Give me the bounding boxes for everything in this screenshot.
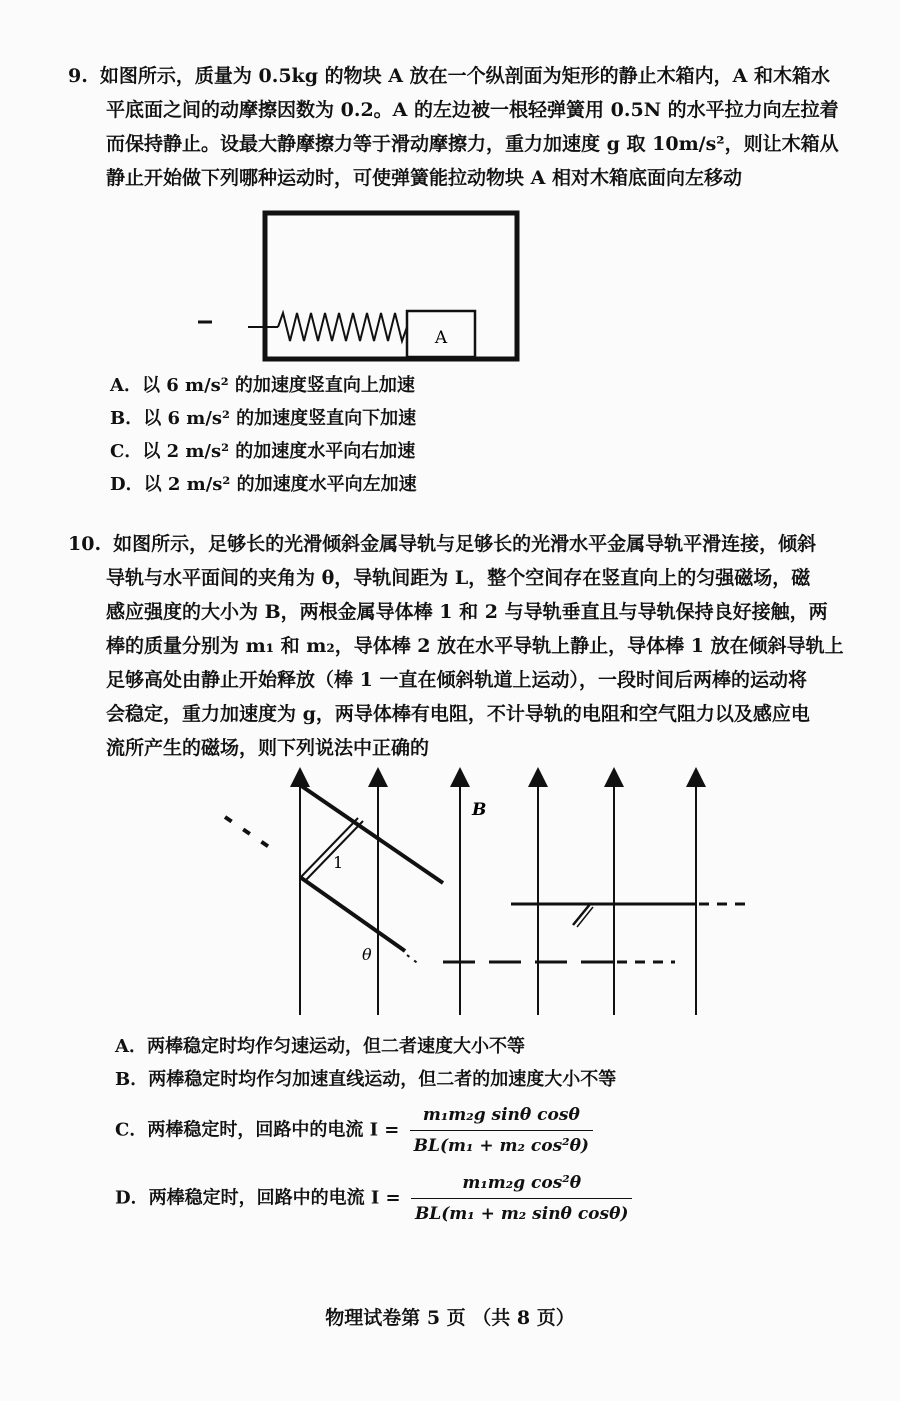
q9-option-c: C．以 2 m/s² 的加速度水平向右加速 [110,441,416,462]
angle-label: θ [362,945,372,964]
q9-stem-1: 如图所示，质量为 0.5kg 的物块 A 放在一个纵剖面为矩形的静止木箱内，A 和木箱水 [99,65,830,87]
rod-1 [300,818,358,878]
page-footer: 物理试卷第 5 页 （共 8 页） [325,1307,575,1329]
spring [278,313,407,341]
q10-stem-1: 如图所示，足够长的光滑倾斜金属导轨与足够长的光滑水平金属导轨平滑连接，倾斜 [113,533,817,555]
field-label: B [472,800,487,820]
incline-rail-lower [300,877,405,951]
q10-option-a: A．两棒稳定时均作匀速运动，但二者速度大小不等 [115,1036,525,1057]
q9-option-a: A．以 6 m/s² 的加速度竖直向上加速 [110,375,415,396]
q9-stem-4: 静止开始做下列哪种运动时，可使弹簧能拉动物块 A 相对木箱底面向左移动 [106,167,742,189]
q10-option-c-numerator: m₁m₂g sinθ cosθ [410,1102,593,1131]
q9-line-1 [68,63,830,89]
q10-stem-2: 导轨与水平面间的夹角为 θ，导轨间距为 L，整个空间存在竖直向上的匀强磁场，磁 [106,567,811,589]
q10-stem-7: 流所产生的磁场，则下列说法中正确的 [106,737,430,759]
q9-stem-3: 而保持静止。设最大静摩擦力等于滑动摩擦力，重力加速度 g 取 10m/s²，则让木箱从 [106,133,839,155]
q10-stem-4: 棒的质量分别为 m₁ 和 m₂，导体棒 2 放在水平导轨上静止，导体棒 1 放在倾斜导轨上 [106,635,844,657]
q10-figure [215,765,765,1025]
block-a-label: A [434,328,448,348]
incline-rail-dash [225,817,275,851]
q9-stem-2: 平底面之间的动摩擦因数为 0.2。A 的左边被一根轻弹簧用 0.5N 的水平拉力向左拉着 [106,99,839,121]
q9-option-b: B．以 6 m/s² 的加速度竖直向下加速 [110,408,417,429]
q9-option-d: D．以 2 m/s² 的加速度水平向左加速 [110,474,417,495]
q10-option-d-fraction [411,1170,633,1227]
q10-option-c [115,1102,593,1159]
q10-option-d-numerator: m₁m₂g cos²θ [411,1170,633,1199]
q10-option-c-text: C．两棒稳定时，回路中的电流 I = [115,1119,400,1141]
q10-option-c-fraction [410,1102,593,1159]
q9-number: 9. [68,65,88,87]
rod-1-label: 1 [333,853,344,872]
q10-option-d [115,1170,632,1227]
q10-option-d-denominator: BL(m₁ + m₂ sinθ cosθ) [414,1204,629,1224]
q10-stem-5: 足够高处由静止开始释放（棒 1 一直在倾斜轨道上运动），一段时间后两棒的运动将 [106,669,807,691]
q9-figure [190,205,530,365]
q10-option-b: B．两棒稳定时均作匀加速直线运动，但二者的加速度大小不等 [115,1069,617,1090]
q10-stem-3: 感应强度的大小为 B，两根金属导体棒 1 和 2 与导轨垂直且与导轨保持良好接触，两 [106,601,828,623]
q10-option-d-text: D．两棒稳定时，回路中的电流 I = [115,1187,401,1209]
q10-number: 10. [68,533,102,555]
q10-line-1 [68,531,816,557]
q10-option-c-denominator: BL(m₁ + m₂ cos²θ) [413,1136,589,1156]
incline-rail-upper [300,785,443,883]
q10-stem-6: 会稳定，重力加速度为 g，两导体棒有电阻，不计导轨的电阻和空气阻力以及感应电 [106,703,810,725]
